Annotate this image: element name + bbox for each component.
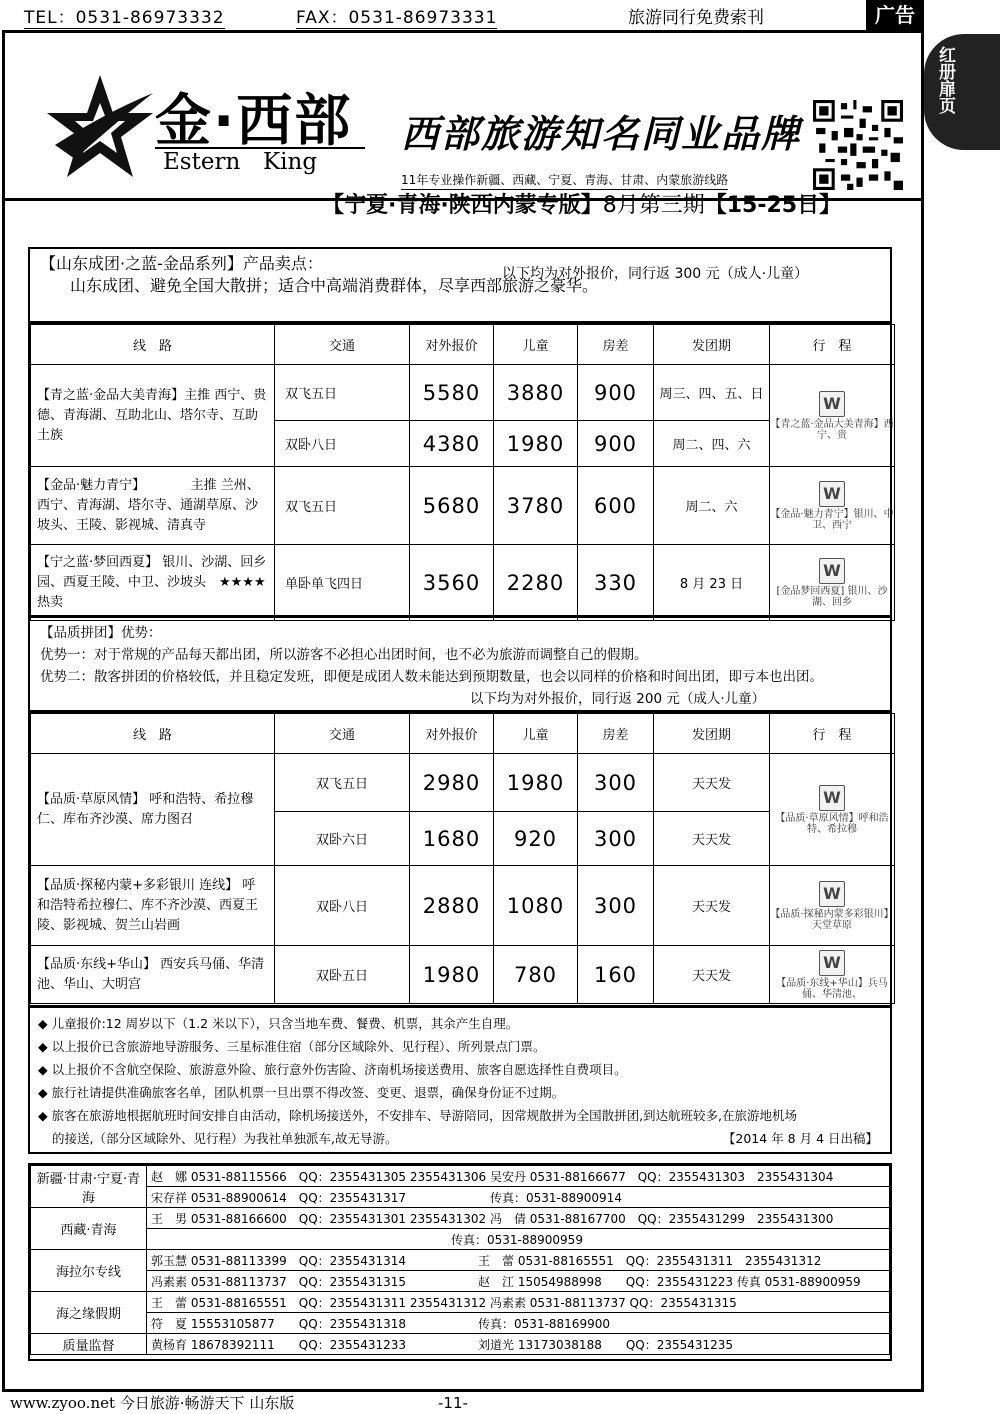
departure-cell: 周三、四、五、日 [654, 365, 770, 421]
header-route: 线 路 [31, 325, 275, 365]
contact-row [31, 1271, 890, 1292]
header-transport: 交通 [275, 325, 410, 365]
transport-cell: 双卧五日 [275, 946, 410, 1004]
route-cell: 【金品·魅力青宁】 主推 兰州、西宁、青海湖、塔尔寺、通湖草原、沙坡头、王陵、影视城、清真寺 [31, 467, 275, 545]
footer-site[interactable]: www.zyoo.net 今日旅游·畅游天下 山东版 [10, 1394, 295, 1412]
note-item: ◆ 以上报价不含航空保险、旅游意外险、旅行意外伤害险、济南机场接送费用、旅客自愿选择性自费项目。 [38, 1062, 627, 1077]
table-row [31, 545, 895, 621]
word-doc-icon[interactable]: W [819, 881, 845, 907]
transport-cell: 单卧单飞四日 [275, 545, 410, 621]
route-cell: 【宁之蓝·梦回西夏】 银川、沙湖、回乡园、西夏王陵、中卫、沙坡头 ★★★★热卖 [31, 545, 275, 621]
price-cell: 5580 [410, 365, 494, 421]
room-cell: 330 [578, 545, 654, 621]
note-item: ◆ 旅行社请提供准确旅客名单，团队机票一旦出票不得改签、变更、退票，确保身份证不过期。 [38, 1085, 565, 1100]
header-departure: 发团期 [654, 714, 770, 754]
price-cell: 4380 [410, 421, 494, 467]
notes-box [28, 1006, 892, 1154]
section2-title: 【品质拼团】优势： [40, 625, 162, 641]
section1-sub: 山东成团、避免全国大散拼；适合中高端消费群体，尽享西部旅游之豪华。 [70, 276, 599, 295]
price-cell: 1980 [410, 946, 494, 1004]
side-tab-label: 红册扉页 [935, 46, 955, 114]
edition-dates: 【15-25日】 [704, 193, 842, 218]
word-doc-icon[interactable]: W [819, 558, 845, 584]
room-cell: 300 [578, 866, 654, 946]
contact-row [31, 1292, 890, 1313]
note-item: ◆ 儿童报价:12 周岁以下（1.2 米以下），只含当地车费、餐费、机票，其余产生自理。 [38, 1016, 519, 1031]
child-cell: 3880 [494, 365, 578, 421]
edition-period: 8月第三期 [602, 193, 705, 218]
header-itinerary: 行 程 [770, 714, 895, 754]
tour-table-1 [30, 324, 895, 621]
itinerary-doc[interactable] [770, 866, 895, 946]
contact-group: 海之缘假期 [31, 1292, 147, 1334]
contact-row [31, 1166, 890, 1187]
header-price: 对外报价 [410, 325, 494, 365]
fax-number: FAX：0531-86973331 [296, 3, 497, 29]
route-cell: 【青之蓝·金品大美青海】主推 西宁、贵德、青海湖、互助北山、塔尔寺、互助土族 [31, 365, 275, 467]
note-item: ◆ 旅客在旅游地根据航班时间安排自由活动，除机场接送外，不安排车、导游陪同，因常规散拼为全国散拼团,到达航班较多,在旅游地机场 [38, 1108, 798, 1123]
room-cell: 900 [578, 365, 654, 421]
transport-cell: 双飞五日 [275, 754, 410, 812]
transport-cell: 双飞五日 [275, 365, 410, 421]
price-cell: 2880 [410, 866, 494, 946]
departure-cell: 周二、四、六 [654, 421, 770, 467]
child-cell: 2280 [494, 545, 578, 621]
header-room: 房差 [578, 325, 654, 365]
brand-header [5, 33, 921, 201]
brand-name: 金·西部 [155, 89, 353, 154]
departure-cell: 天天发 [654, 754, 770, 812]
contact-line: 王 男 0531-88166600 QQ：2355431301 2355431302 冯 倩 0531-88167700 QQ：2355431299 2355431300 [147, 1208, 890, 1229]
contact-row [31, 1208, 890, 1229]
child-cell: 1980 [494, 421, 578, 467]
qr-code-icon[interactable] [813, 99, 903, 191]
section1-price-note: 以下均为对外报价，同行返 300 元（成人·儿童） [502, 266, 809, 282]
header-route: 线 路 [31, 714, 275, 754]
issue-date: 【2014 年 8 月 4 日出稿】 [722, 1131, 878, 1146]
contact-line: 宋存祥 0531-88900614 QQ：2355431317 传真：0531-88900914 [147, 1187, 890, 1208]
word-doc-icon[interactable]: W [819, 950, 845, 976]
contact-group: 新疆·甘肃·宁夏·青海 [31, 1166, 147, 1208]
transport-cell: 双卧八日 [275, 421, 410, 467]
itinerary-doc[interactable] [770, 946, 895, 1004]
table-row [31, 365, 895, 421]
contacts-box [28, 1163, 892, 1361]
room-cell: 300 [578, 812, 654, 866]
child-cell: 920 [494, 812, 578, 866]
table-row [31, 467, 895, 545]
contact-line: 赵 娜 0531-88115566 QQ：2355431305 2355431306 吴安丹 0531-88166677 QQ：2355431303 2355431304 [147, 1166, 890, 1187]
edition-region: 【宁夏·青海·陕西内蒙专版】 [322, 193, 603, 218]
brand-english-a: Estern [163, 149, 241, 175]
itinerary-doc[interactable] [770, 365, 895, 467]
contact-line: 王 蕾 0531-88165551 QQ：2355431311 2355431312 冯素素 0531-88113737 QQ：2355431315 [147, 1292, 890, 1313]
side-tab [924, 34, 1000, 150]
itinerary-doc-label: [金品梦回西夏] 银川、沙湖、回乡 [776, 585, 888, 608]
price-cell: 1680 [410, 812, 494, 866]
price-cell: 5680 [410, 467, 494, 545]
departure-cell: 天天发 [654, 866, 770, 946]
table-row [31, 866, 895, 946]
itinerary-doc[interactable] [770, 467, 895, 545]
edition-title [322, 188, 841, 219]
transport-cell: 双飞五日 [275, 467, 410, 545]
header-departure: 发团期 [654, 325, 770, 365]
brand-subslogan: 11年专业操作新疆、西藏、宁夏、青海、甘肃、内蒙旅游线路 [401, 171, 728, 190]
itinerary-doc-label: 【青之蓝·金品大美青海】西宁、贵 [770, 418, 894, 441]
itinerary-doc-label: 【品质·东线+华山】兵马俑、华清池、 [776, 977, 888, 1000]
contact-line: 黄杨育 18678392111 QQ：2355431233 刘道光 13173038188 QQ：2355431235 [147, 1334, 890, 1355]
itinerary-doc-label: 【品质·草原风情】呼和浩特、希拉穆 [775, 812, 889, 835]
advantage-1: 优势一：对于常规的产品每天都出团，所以游客不必担心出团时间，也不必为旅游而调整自己的假期。 [40, 647, 648, 663]
contact-group: 质量监督 [31, 1334, 147, 1355]
itinerary-doc[interactable] [770, 754, 895, 866]
free-request-note: 旅游同行免费索刊 [628, 8, 764, 28]
table-row [31, 754, 895, 812]
contact-row [31, 1229, 890, 1250]
contact-line: 冯素素 0531-88113737 QQ：2355431315 赵 江 15054988998 QQ：2355431223 传真 0531-88900959 [147, 1271, 890, 1292]
contact-row [31, 1334, 890, 1355]
tour-table-2 [30, 713, 895, 1004]
header-room: 房差 [578, 714, 654, 754]
room-cell: 900 [578, 421, 654, 467]
departure-cell: 8 月 23 日 [654, 545, 770, 621]
word-doc-icon[interactable]: W [819, 785, 845, 811]
table1-box [28, 322, 892, 617]
contact-line: 符 夏 15553105877 QQ：2355431318 传真：0531-88169900 [147, 1313, 890, 1334]
contact-row [31, 1313, 890, 1334]
word-doc-icon[interactable]: W [819, 391, 845, 417]
section1-headline: 【山东成团·之蓝-金品系列】产品卖点： [40, 254, 323, 273]
table-row [31, 946, 895, 1004]
contact-group: 海拉尔专线 [31, 1250, 147, 1292]
ad-label: 广告 [866, 0, 924, 30]
departure-cell: 周二、六 [654, 467, 770, 545]
price-cell: 3560 [410, 545, 494, 621]
table-header-row [31, 325, 895, 365]
note-item: ◆ 以上报价已含旅游地导游服务、三星标准住宿（部分区域除外、见行程）、所列景点门票。 [38, 1039, 546, 1054]
contact-group: 西藏·青海 [31, 1208, 147, 1250]
page-number: -11- [438, 1394, 468, 1412]
section1-box [28, 247, 892, 323]
child-cell: 1980 [494, 754, 578, 812]
advantage-2: 优势二：散客拼团的价格较低，并且稳定发班，即便是成团人数未能达到预期数量，也会以同样的价格和时间出团，即亏本也出团。 [40, 669, 823, 685]
contact-row [31, 1187, 890, 1208]
transport-cell: 双卧八日 [275, 866, 410, 946]
route-cell: 【品质·东线+华山】 西安兵马俑、华清池、华山、大明宫 [31, 946, 275, 1004]
itinerary-doc-label: 【金品·魅力青宁】银川、中卫、西宁 [770, 508, 894, 531]
top-bar [0, 0, 1000, 28]
tel-number: TEL：0531-86973332 [24, 3, 225, 29]
header-transport: 交通 [275, 714, 410, 754]
room-cell: 300 [578, 754, 654, 812]
table-header-row [31, 714, 895, 754]
child-cell: 1080 [494, 866, 578, 946]
departure-cell: 天天发 [654, 946, 770, 1004]
room-cell: 160 [578, 946, 654, 1004]
itinerary-doc-label: 【品质·探秘内蒙多彩银川】天堂草原 [770, 908, 894, 931]
contacts-table [30, 1165, 890, 1355]
header-child: 儿童 [494, 714, 578, 754]
contact-row [31, 1250, 890, 1271]
note-continuation: 的接送,（部分区域除外、见行程）为我社单独派车,故无导游。 [52, 1131, 398, 1146]
star-logo-icon [45, 73, 155, 181]
child-cell: 780 [494, 946, 578, 1004]
section2-box [28, 616, 892, 712]
table2-box [28, 711, 892, 1007]
header-price: 对外报价 [410, 714, 494, 754]
departure-cell: 天天发 [654, 812, 770, 866]
section2-price-note: 以下均为对外报价，同行返 200 元（成人·儿童） [470, 691, 766, 707]
word-doc-icon[interactable]: W [819, 481, 845, 507]
brand-english-b: King [263, 149, 318, 175]
route-cell: 【品质·探秘内蒙+多彩银川 连线】 呼和浩特希拉穆仁、库不齐沙漠、西夏王陵、影视城、贺兰山岩画 [31, 866, 275, 946]
price-cell: 2980 [410, 754, 494, 812]
itinerary-doc[interactable] [770, 545, 895, 621]
header-child: 儿童 [494, 325, 578, 365]
contact-line: 郭玉慧 0531-88113399 QQ：2355431314 王 蕾 0531-88165551 QQ：2355431311 2355431312 [147, 1250, 890, 1271]
room-cell: 600 [578, 467, 654, 545]
contact-line: 传真：0531-88900959 [147, 1229, 890, 1250]
transport-cell: 双卧六日 [275, 812, 410, 866]
child-cell: 3780 [494, 467, 578, 545]
route-cell: 【品质·草原风情】 呼和浩特、希拉穆仁、库布齐沙漠、席力图召 [31, 754, 275, 866]
header-itinerary: 行 程 [770, 325, 895, 365]
brand-slogan: 西部旅游知名同业品牌 [401, 111, 802, 156]
